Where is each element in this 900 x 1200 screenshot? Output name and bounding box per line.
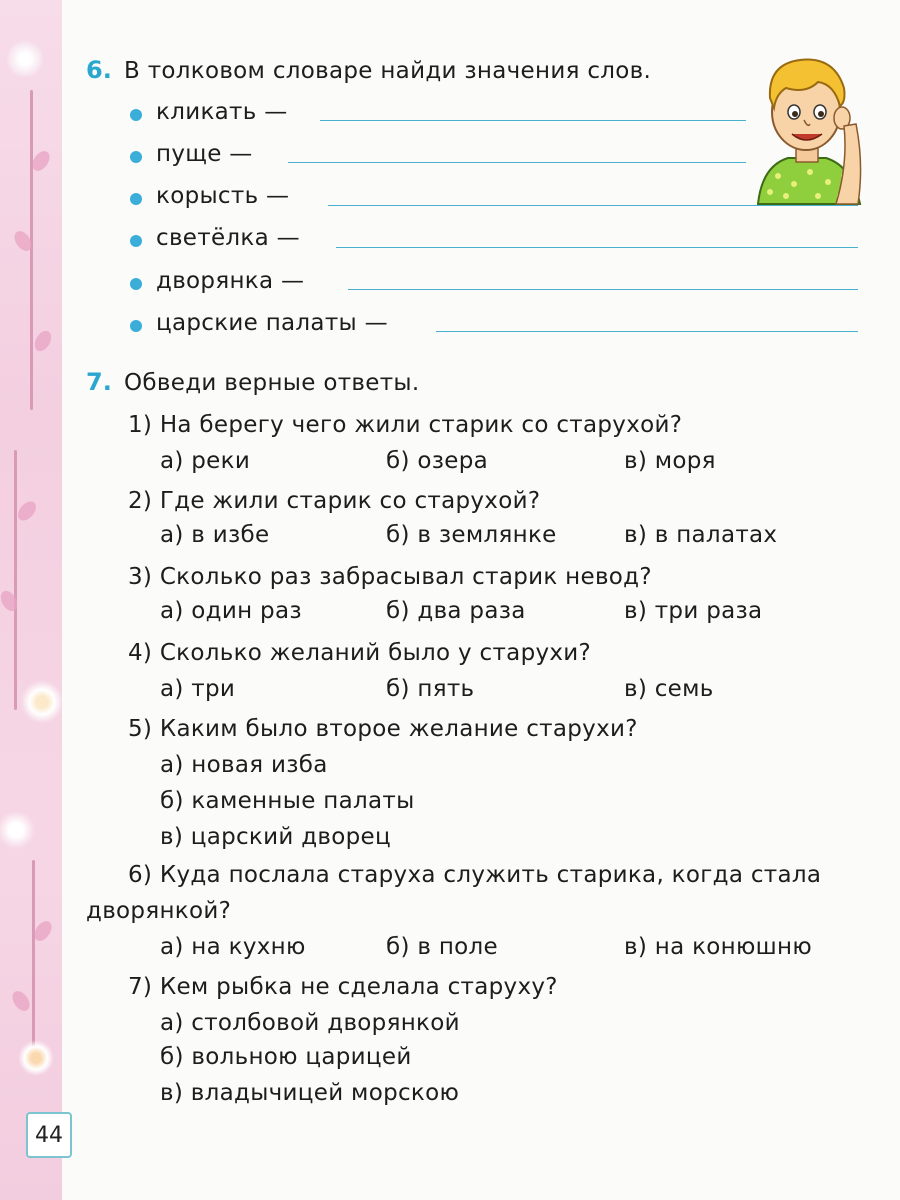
bullet-icon — [130, 235, 142, 247]
answer-option[interactable]: в) семь — [624, 676, 714, 702]
answer-option[interactable]: б) два раза — [386, 598, 526, 624]
question-6-continued: дворянкой? — [86, 898, 232, 924]
answer-option[interactable]: а) реки — [160, 448, 251, 474]
answer-option[interactable]: а) столбовой дворянкой — [160, 1010, 460, 1036]
answer-option[interactable]: б) каменные палаты — [160, 788, 415, 814]
answer-option[interactable]: а) один раз — [160, 598, 302, 624]
leaf-decoration — [9, 988, 33, 1014]
task-7-number: 7. — [86, 368, 112, 396]
word-label: пуще — — [156, 141, 253, 167]
question-1: 1) На берегу чего жили старик со старухой? — [128, 412, 683, 438]
task-6-number: 6. — [86, 56, 112, 84]
flower-decoration — [18, 1040, 54, 1076]
question-4: 4) Сколько желаний было у старухи? — [128, 640, 592, 666]
question-2: 2) Где жили старик со старухой? — [128, 488, 541, 514]
answer-option[interactable]: б) в землянке — [386, 522, 557, 548]
answer-option[interactable]: б) вольною царицей — [160, 1044, 412, 1070]
leaf-decoration — [31, 328, 54, 354]
word-label: светёлка — — [156, 225, 300, 251]
answer-option[interactable]: в) три раза — [624, 598, 763, 624]
question-5: 5) Каким было второе желание старухи? — [128, 716, 638, 742]
answer-option[interactable]: б) пять — [386, 676, 475, 702]
answer-option[interactable]: в) моря — [624, 448, 716, 474]
bullet-icon — [130, 151, 142, 163]
answer-option[interactable]: в) владычицей морскою — [160, 1080, 460, 1106]
answer-option[interactable]: в) царский дворец — [160, 824, 391, 850]
leaf-decoration — [15, 498, 40, 524]
answer-option[interactable]: б) озера — [386, 448, 489, 474]
answer-option[interactable]: а) три — [160, 676, 236, 702]
question-6: 6) Куда послала старуха служить старика, когда стала — [128, 862, 822, 888]
answer-line-2[interactable] — [288, 162, 746, 163]
word-label: дворянка — — [156, 268, 305, 294]
flower-decoration — [0, 810, 36, 850]
stem-decoration — [30, 90, 33, 410]
task-6-prompt: В толковом словаре найди значения слов. — [124, 58, 652, 84]
answer-line-6[interactable] — [436, 331, 858, 332]
question-3: 3) Сколько раз забрасывал старик невод? — [128, 564, 652, 590]
answer-line-5[interactable] — [348, 289, 858, 290]
question-7: 7) Кем рыбка не сделала старуху? — [128, 974, 558, 1000]
answer-option[interactable]: а) в избе — [160, 522, 270, 548]
word-label: кликать — — [156, 99, 288, 125]
bullet-icon — [130, 320, 142, 332]
bullet-icon — [130, 193, 142, 205]
answer-option[interactable]: б) в поле — [386, 934, 498, 960]
boy-illustration — [748, 54, 866, 210]
stem-decoration — [14, 450, 17, 710]
bullet-icon — [130, 109, 142, 121]
task-7-prompt: Обведи верные ответы. — [124, 370, 420, 396]
answer-option[interactable]: а) новая изба — [160, 752, 328, 778]
flower-decoration — [6, 40, 44, 78]
page-number: 44 — [26, 1112, 72, 1158]
answer-option[interactable]: а) на кухню — [160, 934, 306, 960]
leaf-decoration — [0, 588, 21, 614]
answer-line-1[interactable] — [320, 120, 746, 121]
flower-decoration — [20, 680, 62, 724]
decorative-side-strip — [0, 0, 62, 1200]
word-label: корысть — — [156, 183, 290, 209]
answer-line-4[interactable] — [336, 247, 858, 248]
answer-option[interactable]: в) на конюшню — [624, 934, 812, 960]
answer-option[interactable]: в) в палатах — [624, 522, 778, 548]
word-label: царские палаты — — [156, 310, 388, 336]
bullet-icon — [130, 278, 142, 290]
stem-decoration — [32, 860, 35, 1060]
